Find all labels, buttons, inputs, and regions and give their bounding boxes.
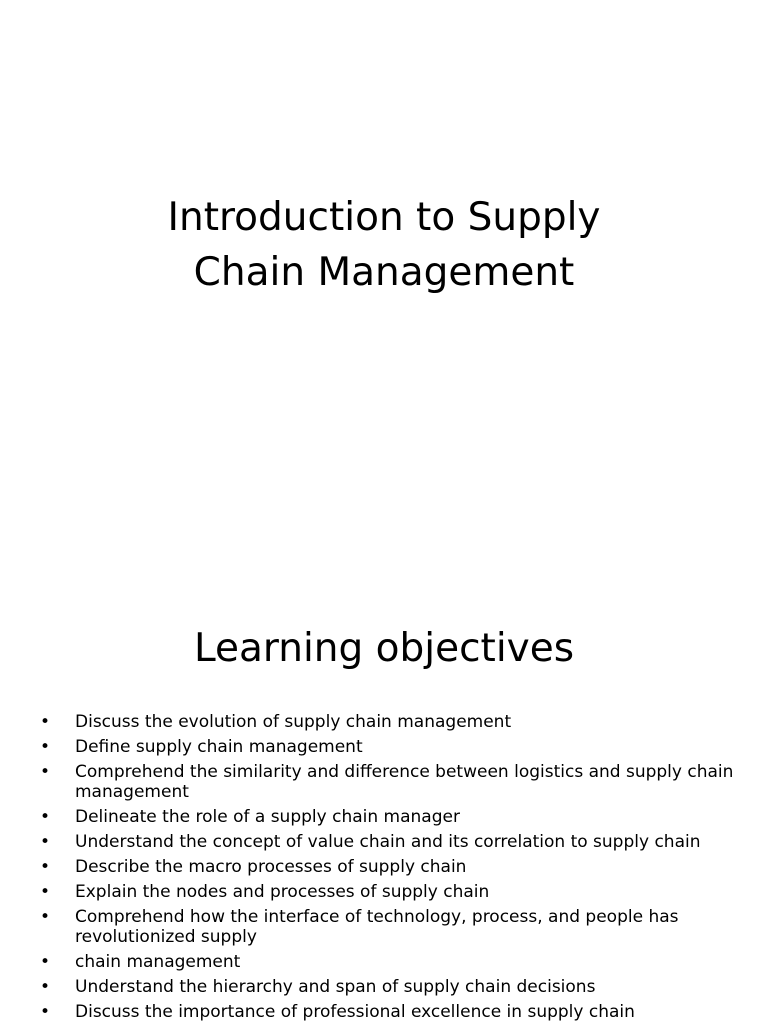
objective-item	[40, 712, 750, 732]
bullet-icon: •	[40, 737, 51, 757]
bullet-icon: •	[40, 807, 51, 827]
objective-text: Define supply chain management	[75, 737, 363, 757]
objective-item	[40, 762, 750, 802]
objective-item	[40, 807, 750, 827]
objective-text: Describe the macro processes of supply chain	[75, 857, 467, 877]
objective-item	[40, 857, 750, 877]
objective-text: Discuss the evolution of supply chain management	[75, 712, 512, 732]
slide-title-line-2: Chain Management	[193, 250, 575, 295]
objective-text: Understand the hierarchy and span of supply chain decisions	[75, 977, 596, 997]
objective-item	[40, 907, 750, 947]
objective-item	[40, 952, 750, 972]
bullet-icon: •	[40, 832, 51, 852]
bullet-icon: •	[40, 712, 51, 732]
objective-text: Comprehend how the interface of technology, process, and people has revolutionized supply	[75, 907, 679, 947]
objective-text: Understand the concept of value chain and its correlation to supply chain	[75, 832, 701, 852]
bullet-icon: •	[40, 857, 51, 877]
objective-text: chain management	[75, 952, 241, 972]
objective-text: Explain the nodes and processes of supply chain	[75, 882, 490, 902]
slide-title	[0, 190, 768, 300]
objective-item	[40, 882, 750, 902]
objective-text: Discuss the importance of professional excellence in supply chain	[75, 1002, 635, 1022]
objective-item	[40, 832, 750, 852]
bullet-icon: •	[40, 952, 51, 972]
objective-text: Delineate the role of a supply chain manager	[75, 807, 460, 827]
objective-item	[40, 1002, 750, 1022]
objective-text: Comprehend the similarity and difference between logistics and supply chain management	[75, 762, 734, 802]
objectives-list	[40, 712, 750, 1027]
bullet-icon: •	[40, 882, 51, 902]
bullet-icon: •	[40, 1002, 51, 1022]
objectives-slide	[0, 576, 768, 1024]
objective-item	[40, 737, 750, 757]
bullet-icon: •	[40, 907, 51, 927]
objectives-title: Learning objectives	[193, 626, 575, 671]
bullet-icon: •	[40, 762, 51, 782]
bullet-icon: •	[40, 977, 51, 997]
slide-title-line-1: Introduction to Supply	[167, 195, 601, 240]
objective-item	[40, 977, 750, 997]
